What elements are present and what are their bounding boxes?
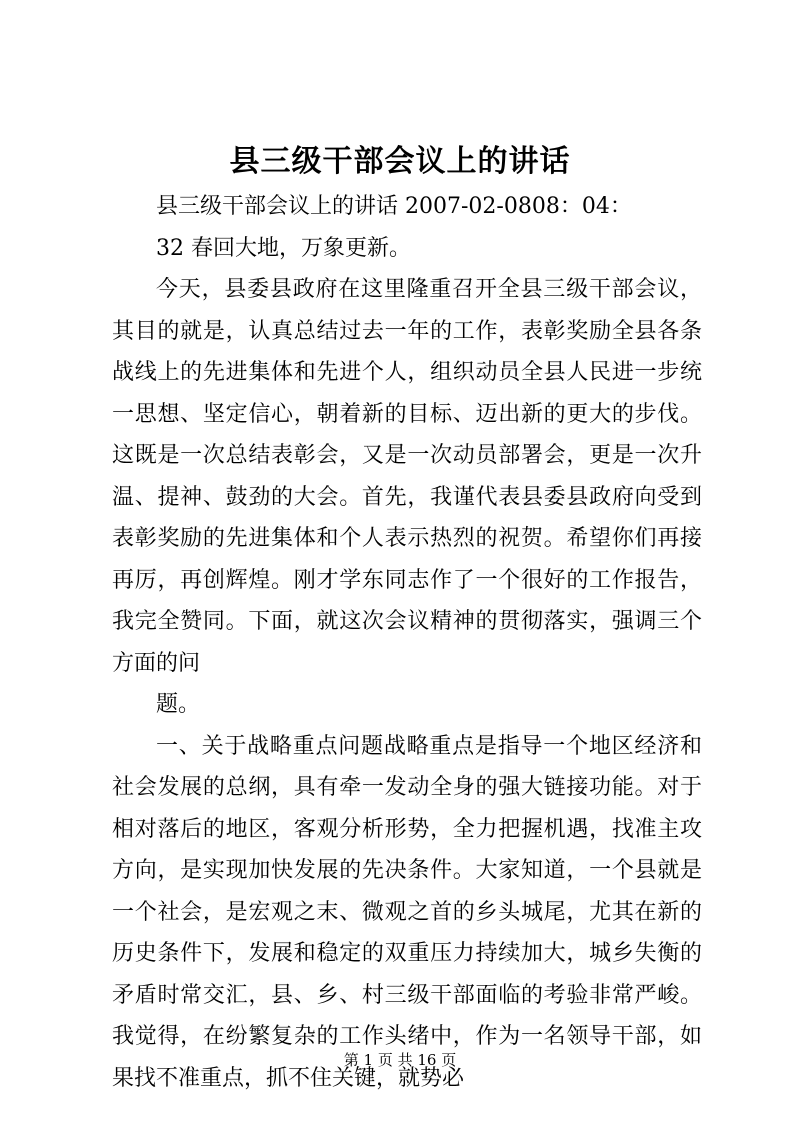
paragraph-header-line: 县三级干部会议上的讲话 2007-02-0808：04： [156, 194, 632, 219]
page-number-footer: 第 1 页 共 16 页 [343, 1051, 457, 1069]
paragraph-strategic-focus: 一、关于战略重点问题战略重点是指导一个地区经济和社会发展的总纲，具有牵一发动全身的强大链接功能。对于相对落后的地区，客观分析形势，全力把握机遇，找准主攻方向，是实现加快发展的先决条件。大家知道，一个县就是一个社会，是宏观之末、微观之首的乡头城尾，尤其在新的历史条件下，发展和稳定的双重压力持续加大，城乡失衡的矛盾时常交汇，县、乡、村三级干部面临的考验非常严峻。我觉得，在纷繁复杂的工作头绪中，作为一名领导干部，如果找不准重点，抓不住关键，就势必 [112, 733, 702, 1091]
paragraph-continuation: 题。 [156, 692, 201, 717]
document-body [112, 186, 702, 1099]
paragraph-introduction: 今天，县委县政府在这里隆重召开全县三级干部会议，其目的就是，认真总结过去一年的工作，表彰奖励全县各条战线上的先进集体和先进个人，组织动员全县人民进一步统一思想、坚定信心，朝着新的目标、迈出新的更大的步伐。这既是一次总结表彰会，又是一次动员部署会，更是一次升温、提神、鼓劲的大会。首先，我谨代表县委县政府向受到表彰奖励的先进集体和个人表示热烈的祝贺。希望你们再接再厉，再创辉煌。刚才学东同志作了一个很好的工作报告，我完全赞同。下面，就这次会议精神的贯彻落实，强调三个方面的问 [112, 277, 702, 676]
paragraph-opening: 32 春回大地，万象更新。 [156, 235, 411, 261]
document-title: 县三级干部会议上的讲话 [229, 144, 571, 179]
